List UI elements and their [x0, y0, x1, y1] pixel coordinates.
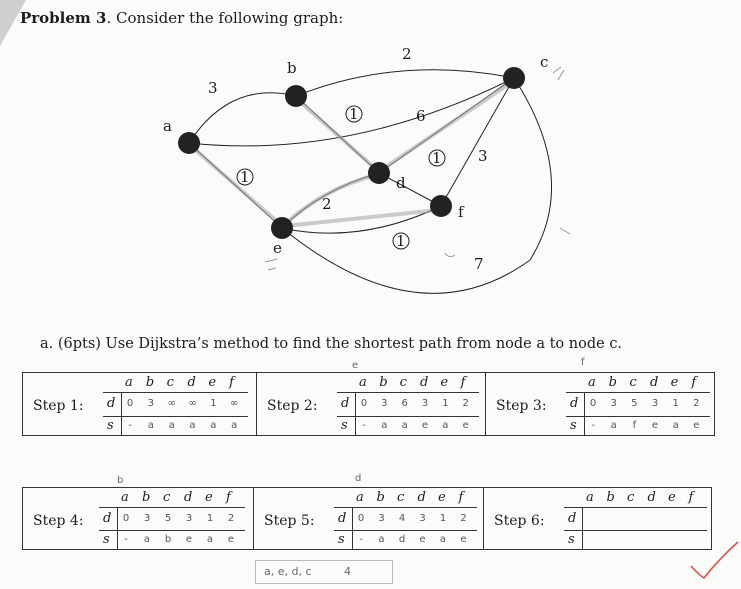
table-divider: [117, 507, 118, 549]
cell-s-c: f: [632, 419, 637, 431]
step-label: Step 5:: [264, 513, 315, 529]
cell-d-b: 3: [143, 513, 151, 524]
problem-text: . Consider the following graph:: [106, 9, 344, 27]
column-header-e: e: [205, 490, 213, 505]
node-b-label: b: [287, 59, 297, 77]
cell-s-c: a: [401, 419, 408, 431]
column-header-f: f: [691, 375, 697, 390]
row-label-s: s: [341, 417, 348, 433]
cell-d-e: 1: [439, 513, 447, 524]
weight-b-c: 2: [402, 45, 412, 63]
step-label: Step 2:: [267, 398, 318, 415]
weight-a-e: 1: [240, 168, 250, 186]
cell-s-d: e: [185, 534, 193, 545]
cell-d-c: 4: [398, 513, 406, 524]
column-header-b: b: [142, 490, 151, 505]
cell-d-f: 2: [460, 513, 467, 524]
column-header-f: f: [229, 375, 234, 390]
weight-d-c: 6: [416, 107, 426, 125]
weight-e-f: 1: [396, 232, 406, 250]
node-d: [368, 162, 390, 184]
cell-d-c: 5: [164, 513, 172, 524]
pencil-mark: [560, 228, 570, 234]
pencil-mark: [553, 67, 564, 80]
cell-d-c: 5: [631, 398, 638, 410]
table-divider: [564, 530, 707, 531]
table-divider: [352, 507, 353, 549]
cell-d-f: ∞: [229, 398, 239, 410]
table-divider: [566, 392, 710, 393]
column-header-e: e: [438, 490, 446, 505]
column-header-e: e: [440, 375, 449, 390]
table-divider: [334, 530, 477, 531]
cell-d-b: 3: [381, 398, 388, 410]
cell-d-a: 0: [360, 398, 368, 410]
cell-s-b: a: [147, 419, 154, 431]
cell-s-a: -: [124, 534, 128, 545]
table-divider: [99, 507, 245, 508]
row-label-d: d: [341, 396, 350, 412]
cell-d-e: 1: [206, 513, 214, 524]
cell-d-b: 3: [378, 513, 385, 524]
column-header-b: b: [376, 490, 385, 505]
column-header-c: c: [397, 490, 405, 505]
answer-cost: 4: [344, 565, 351, 578]
cell-d-c: 6: [401, 398, 408, 410]
cell-d-a: 0: [589, 398, 597, 410]
edge-f-c: [441, 78, 514, 206]
weight-e-d: 2: [322, 195, 332, 213]
column-header-e: e: [668, 490, 676, 505]
edge-a-e-highlight: [192, 147, 280, 224]
table-divider: [103, 392, 248, 393]
cell-s-f: e: [227, 534, 235, 545]
edge-b-d-highlight: [298, 100, 377, 170]
cell-d-a: 0: [126, 398, 134, 410]
problem-label: Problem 3: [20, 9, 107, 27]
cell-s-c: d: [398, 534, 406, 545]
row-label-d: d: [103, 511, 112, 526]
cell-d-a: 0: [357, 513, 365, 524]
column-header-f: f: [458, 490, 464, 505]
step-3-block: [485, 373, 717, 435]
table-divider: [121, 392, 122, 435]
row-label-d: d: [568, 511, 577, 526]
node-f-label: f: [458, 203, 464, 221]
cell-s-b: a: [143, 534, 151, 545]
node-f: [430, 195, 452, 217]
answer-path: a, e, d, c: [264, 565, 312, 578]
pencil-mark: [445, 253, 455, 257]
node-a-label: a: [163, 117, 172, 135]
column-header-a: a: [588, 375, 596, 390]
step-4-block: [23, 488, 253, 549]
column-header-a: a: [121, 490, 129, 505]
step-3-note: f: [581, 357, 585, 368]
cell-s-d: a: [189, 419, 196, 431]
column-header-b: b: [379, 375, 388, 390]
cell-s-a: -: [128, 419, 132, 431]
step-label: Step 3:: [496, 398, 547, 415]
dijkstra-table-row-2: [22, 487, 712, 550]
column-header-c: c: [627, 490, 635, 505]
column-header-c: c: [629, 375, 637, 390]
column-header-d: d: [417, 490, 426, 505]
column-header-b: b: [145, 375, 155, 390]
cell-s-c: a: [168, 419, 175, 431]
edge-d-c-highlight: [381, 82, 512, 170]
cell-d-f: 2: [693, 398, 700, 410]
column-header-f: f: [226, 490, 231, 505]
cell-s-e: a: [439, 534, 447, 545]
step-5-block: [253, 488, 484, 549]
node-e-label: e: [273, 239, 282, 257]
cell-d-b: 3: [147, 398, 155, 410]
table-divider: [582, 507, 583, 549]
step-1-block: [23, 373, 256, 435]
table-divider: [564, 507, 707, 508]
dijkstra-table-row-1: [22, 372, 715, 436]
pencil-mark: [265, 259, 277, 270]
table-divider: [355, 392, 356, 435]
column-header-c: c: [166, 375, 174, 390]
cell-d-d: 3: [419, 513, 426, 524]
node-a: [178, 132, 200, 154]
weight-d-f: 1: [432, 149, 442, 167]
row-label-d: d: [338, 511, 347, 526]
table-divider: [337, 416, 479, 417]
column-header-d: d: [647, 490, 656, 505]
weight-f-c: 3: [478, 147, 488, 165]
cell-d-d: 3: [421, 398, 429, 410]
node-b: [285, 85, 307, 107]
column-header-d: d: [650, 375, 659, 390]
table-divider: [103, 416, 248, 417]
edge-b-c: [296, 70, 514, 96]
table-divider: [334, 507, 477, 508]
cell-s-a: -: [362, 419, 366, 431]
cell-d-d: 3: [651, 398, 659, 410]
cell-s-d: e: [419, 534, 426, 545]
cell-s-b: a: [610, 419, 617, 431]
row-label-s: s: [570, 417, 577, 433]
node-c-label: c: [540, 53, 549, 71]
cell-s-f: e: [462, 419, 469, 431]
cell-d-b: 3: [610, 398, 617, 410]
step-4-note: b: [117, 475, 124, 486]
weight-b-d: 1: [349, 105, 359, 123]
row-label-d: d: [570, 396, 579, 412]
step-6-block: [483, 488, 714, 549]
table-divider: [99, 530, 245, 531]
row-label-s: s: [568, 532, 575, 547]
question-text: a. (6pts) Use Dijkstra’s method to find the shortest path from node a to node c.: [40, 336, 623, 352]
step-2-note: e: [352, 360, 359, 371]
edge-a-b: [189, 93, 296, 143]
row-label-s: s: [103, 532, 110, 547]
cell-s-f: e: [693, 419, 700, 431]
column-header-d: d: [420, 375, 429, 390]
column-header-b: b: [608, 375, 617, 390]
cell-s-e: a: [206, 534, 214, 545]
cell-s-e: a: [672, 419, 679, 431]
cell-s-f: a: [231, 419, 238, 431]
column-header-a: a: [125, 375, 133, 390]
column-header-f: f: [460, 375, 466, 390]
row-label-s: s: [107, 417, 114, 433]
edge-e-f-highlight: [285, 210, 438, 226]
step-label: Step 1:: [33, 398, 84, 415]
column-header-a: a: [586, 490, 594, 505]
cell-d-d: 3: [185, 513, 193, 524]
cell-d-f: 2: [462, 398, 469, 410]
row-label-d: d: [107, 396, 116, 412]
cell-s-e: a: [210, 419, 217, 431]
cell-d-c: ∞: [167, 398, 176, 410]
column-header-b: b: [606, 490, 615, 505]
weight-e-c: 7: [474, 255, 484, 273]
column-header-a: a: [356, 490, 364, 505]
cell-s-e: a: [442, 419, 449, 431]
weight-a-b: 3: [208, 79, 218, 97]
cell-d-d: ∞: [188, 398, 197, 410]
step-label: Step 6:: [494, 513, 545, 529]
node-d-label: d: [396, 174, 406, 192]
column-header-e: e: [670, 375, 679, 390]
cell-d-e: 1: [210, 398, 217, 410]
column-header-c: c: [163, 490, 171, 505]
cell-d-e: 1: [442, 398, 449, 410]
column-header-a: a: [359, 375, 367, 390]
cell-s-c: b: [164, 534, 172, 545]
cell-d-f: 2: [227, 513, 235, 524]
check-mark-icon: [688, 540, 740, 584]
row-label-s: s: [338, 532, 345, 547]
cell-s-b: a: [378, 534, 385, 545]
cell-d-e: 1: [672, 398, 679, 410]
table-divider: [337, 392, 479, 393]
column-header-d: d: [187, 375, 196, 390]
column-header-c: c: [399, 375, 407, 390]
cell-s-a: -: [359, 534, 363, 545]
cell-s-f: e: [460, 534, 467, 545]
table-divider: [584, 392, 585, 435]
column-header-d: d: [184, 490, 193, 505]
step-2-block: [256, 373, 486, 435]
cell-d-a: 0: [122, 513, 130, 524]
table-divider: [566, 416, 710, 417]
cell-s-d: e: [421, 419, 429, 431]
node-e: [271, 217, 293, 239]
cell-s-b: a: [381, 419, 388, 431]
column-header-f: f: [688, 490, 694, 505]
cell-s-d: e: [651, 419, 659, 431]
answer-box: [255, 560, 393, 584]
step-5-note: d: [355, 473, 362, 484]
step-label: Step 4:: [33, 513, 84, 529]
cell-s-a: -: [591, 419, 595, 431]
column-header-e: e: [208, 375, 217, 390]
node-c: [503, 67, 525, 89]
